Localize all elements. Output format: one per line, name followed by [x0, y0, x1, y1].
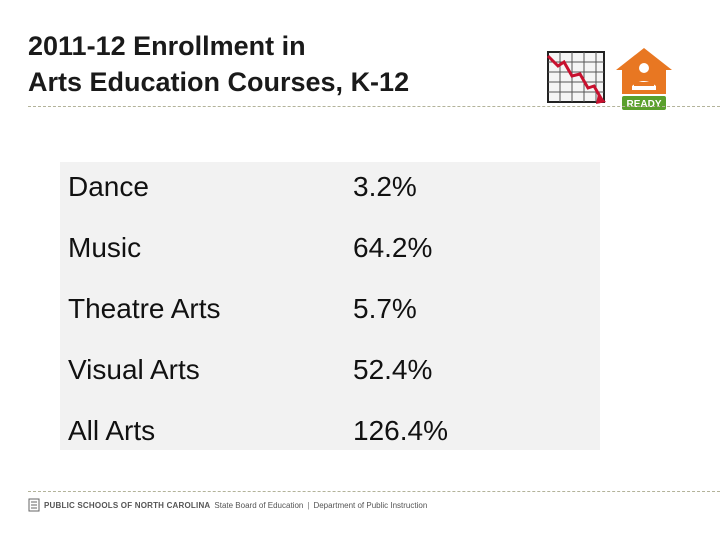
enrollment-value: 64.2%: [353, 232, 433, 263]
enrollment-value: 5.7%: [353, 293, 417, 324]
subject-label: Dance: [68, 171, 149, 202]
enrollment-value: 126.4%: [353, 415, 448, 446]
table-row: [60, 223, 600, 285]
enrollment-value: 52.4%: [353, 354, 433, 385]
subject-label: Visual Arts: [68, 354, 200, 385]
slide-title-line-2: Arts Education Courses, K-12: [28, 67, 410, 97]
top-divider: [28, 106, 720, 107]
footer-separator: |: [307, 500, 310, 510]
table-row: [60, 284, 600, 346]
table-row: [60, 162, 600, 224]
footer-org: PUBLIC SCHOOLS OF NORTH CAROLINA: [44, 500, 211, 510]
footer-department: Department of Public Instruction: [313, 500, 428, 510]
ready-logo: [614, 46, 674, 112]
table-row: [60, 345, 600, 407]
slide-title: [28, 28, 528, 100]
enrollment-value: 3.2%: [353, 171, 417, 202]
state-emblem-icon: [28, 498, 40, 512]
bottom-divider: [28, 491, 720, 492]
subject-label: Theatre Arts: [68, 293, 221, 324]
footer-board: State Board of Education: [214, 500, 304, 510]
subject-label: Music: [68, 232, 142, 263]
table-row: [60, 406, 600, 468]
ready-label: READY: [626, 99, 662, 110]
declining-chart-icon: [544, 44, 608, 108]
footer: [28, 496, 427, 514]
subject-label: All Arts: [68, 415, 156, 446]
slide-title-line-1: 2011-12 Enrollment in: [28, 31, 306, 61]
enrollment-table: [60, 162, 600, 450]
